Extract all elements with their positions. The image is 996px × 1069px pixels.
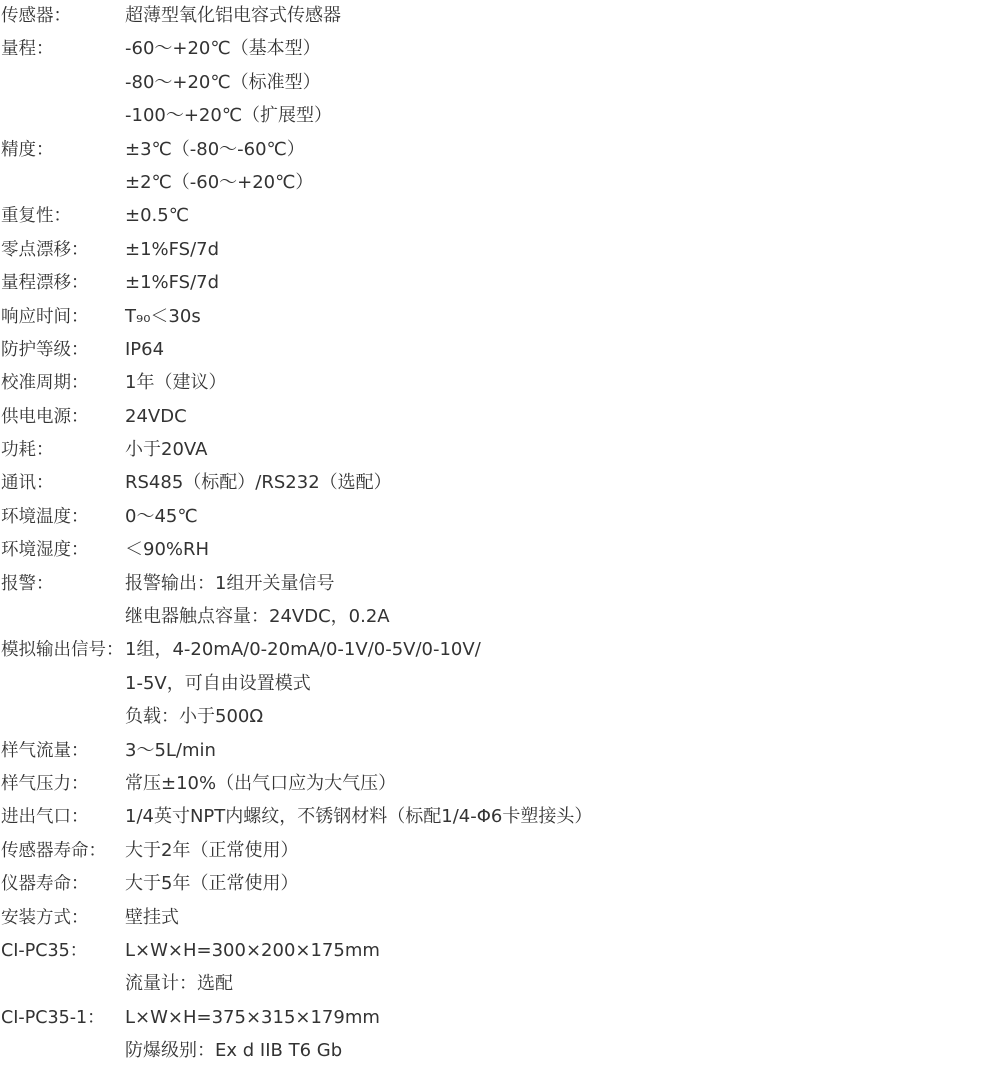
spec-value: -100～+20℃（扩展型） <box>125 105 333 127</box>
spec-value: ±2℃（-60～+20℃） <box>125 171 314 193</box>
spec-row-gas-port <box>0 801 996 834</box>
spec-value: ±0.5℃ <box>125 205 189 227</box>
spec-row-alarm <box>0 568 996 601</box>
spec-row-analog-output-2 <box>0 668 996 701</box>
spec-value: 1年（建议） <box>125 372 227 394</box>
spec-label: 量程漂移： <box>1 273 89 294</box>
spec-value: 负载：小于500Ω <box>125 706 264 728</box>
spec-value: 小于20VA <box>125 439 208 461</box>
spec-label: 进出气口： <box>1 807 89 828</box>
spec-row-ambient-temp <box>0 501 996 534</box>
spec-value: 24VDC <box>125 405 187 427</box>
spec-row-model-pc35 <box>0 935 996 968</box>
spec-value: 超薄型氧化铝电容式传感器 <box>125 5 341 26</box>
spec-row-accuracy <box>0 134 996 167</box>
spec-label: 防护等级： <box>1 339 89 360</box>
spec-value: 大于2年（正常使用） <box>125 839 299 861</box>
spec-label: 传感器寿命： <box>1 840 106 861</box>
spec-value: ±1%FS/7d <box>125 272 220 294</box>
spec-row-ambient-humidity <box>0 534 996 567</box>
spec-label: 量程： <box>1 39 54 60</box>
spec-row-accuracy-2 <box>0 167 996 200</box>
spec-label: 报警： <box>1 573 54 594</box>
spec-value: T₉₀＜30s <box>125 305 201 327</box>
spec-label: 供电电源： <box>1 406 89 427</box>
spec-value: 流量计：选配 <box>125 973 233 995</box>
spec-label: 安装方式： <box>1 907 89 928</box>
spec-value: 1/4英寸NPT内螺纹，不锈钢材料（标配1/4-Φ6卡塑接头） <box>125 806 593 828</box>
spec-row-model-pc35-1 <box>0 1002 996 1035</box>
spec-value: 报警输出：1组开关量信号 <box>125 572 335 594</box>
spec-label: 零点漂移： <box>1 239 89 260</box>
spec-row-sample-pressure <box>0 768 996 801</box>
spec-row-sensor <box>0 0 996 33</box>
spec-row-analog-output <box>0 634 996 667</box>
spec-row-power-consumption <box>0 434 996 467</box>
spec-row-instrument-life <box>0 868 996 901</box>
spec-value: RS485（标配）/RS232（选配） <box>125 472 392 494</box>
spec-value: -80～+20℃（标准型） <box>125 71 321 93</box>
spec-row-sample-flow <box>0 735 996 768</box>
spec-row-range <box>0 33 996 66</box>
spec-label: 校准周期： <box>1 373 89 394</box>
spec-row-analog-output-3 <box>0 701 996 734</box>
spec-label: CI-PC35-1： <box>1 1007 105 1028</box>
spec-row-communication <box>0 467 996 500</box>
spec-row-model-pc35-1-2 <box>0 1035 996 1068</box>
spec-value: ±1%FS/7d <box>125 238 220 260</box>
spec-value: 防爆级别：Ex d IIB T6 Gb <box>125 1040 343 1062</box>
spec-row-range-2 <box>0 67 996 100</box>
spec-row-sensor-life <box>0 835 996 868</box>
spec-label: 样气压力： <box>1 773 89 794</box>
spec-value: 1组，4-20mA/0-20mA/0-1V/0-5V/0-10V/ <box>125 639 481 661</box>
spec-label: 通讯： <box>1 473 54 494</box>
spec-value: IP64 <box>125 338 165 360</box>
spec-label: 响应时间： <box>1 306 89 327</box>
spec-value: ＜90%RH <box>125 539 210 561</box>
spec-label: 功耗： <box>1 440 54 461</box>
spec-row-span-drift <box>0 267 996 300</box>
spec-value: ±3℃（-80～-60℃） <box>125 138 305 160</box>
spec-label: CI-PC35： <box>1 940 88 961</box>
spec-row-range-3 <box>0 100 996 133</box>
spec-label: 传感器： <box>1 6 71 26</box>
spec-row-protection <box>0 334 996 367</box>
spec-value: 大于5年（正常使用） <box>125 873 299 895</box>
spec-label: 精度： <box>1 139 54 160</box>
spec-row-response-time <box>0 301 996 334</box>
spec-value: L×W×H=375×315×179mm <box>125 1006 380 1028</box>
spec-value: 1-5V，可自由设置模式 <box>125 672 311 694</box>
spec-value: 3～5L/min <box>125 739 216 761</box>
spec-row-power-supply <box>0 401 996 434</box>
spec-value: 继电器触点容量：24VDC，0.2A <box>125 606 390 628</box>
spec-label: 样气流量： <box>1 740 89 761</box>
spec-row-alarm-2 <box>0 601 996 634</box>
spec-label: 环境温度： <box>1 506 89 527</box>
spec-value: 壁挂式 <box>125 906 179 928</box>
spec-row-repeatability <box>0 200 996 233</box>
spec-label: 环境湿度： <box>1 540 89 561</box>
spec-label: 仪器寿命： <box>1 874 89 895</box>
spec-row-calibration <box>0 367 996 400</box>
spec-value: 常压±10%（出气口应为大气压） <box>125 772 397 794</box>
spec-value: 0～45℃ <box>125 505 198 527</box>
spec-row-model-pc35-2 <box>0 968 996 1001</box>
spec-row-zero-drift <box>0 234 996 267</box>
spec-label: 重复性： <box>1 206 71 227</box>
spec-value: L×W×H=300×200×175mm <box>125 939 380 961</box>
spec-row-installation <box>0 902 996 935</box>
spec-label: 模拟输出信号： <box>1 640 124 661</box>
spec-value: -60～+20℃（基本型） <box>125 38 321 60</box>
